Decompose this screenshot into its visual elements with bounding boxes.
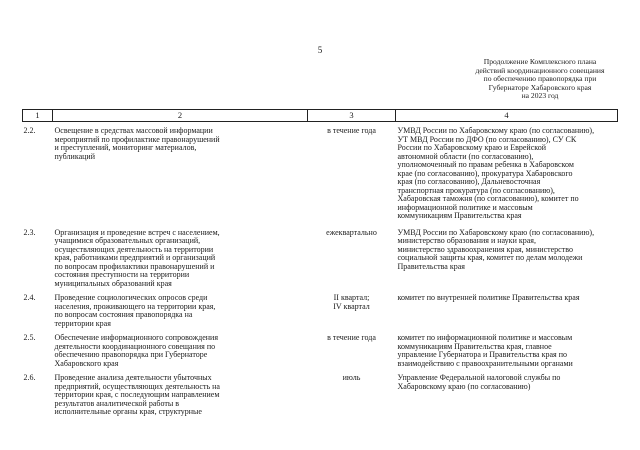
executors-line: комитет по внутренней политике Правительства края (397, 293, 580, 302)
executors-line: Хабаровскому краю (по согласованию) (397, 381, 531, 391)
period-line: в течение года (327, 333, 376, 342)
event-line: деятельности координационного совещания по (54, 341, 216, 351)
column-number: 3 (308, 110, 396, 122)
executors-line: взаимодействию с правоохранительными органами (397, 358, 573, 368)
executors-line: управление Губернатора и Правительства края по (397, 350, 567, 359)
executors-line: информационной политике и массовым (397, 202, 533, 212)
event-line: и преступлений, мониторинг материалов, (54, 143, 197, 152)
period-cell (308, 221, 396, 289)
event-line: Хабаровского края (54, 358, 119, 368)
executors-line: Правительства края (397, 261, 465, 271)
executors-line: социальной защиты края, комитет по делам молодежи (397, 253, 583, 262)
event-line: по вопросам состояния правопорядка на (54, 310, 193, 319)
page-number: 5 (317, 45, 323, 55)
header-line: на 2023 год (521, 91, 559, 101)
executors-line: транспортная прокуратура (по согласованию), (397, 185, 555, 195)
executors-line: УТ МВД России по ДФО (по согласованию), СУ СК (397, 134, 577, 144)
event-cell (53, 368, 308, 417)
executors-line: министерство образования и науки края, (397, 236, 536, 245)
event-line: населения, проживающего на территории края, (54, 301, 216, 311)
period-cell (308, 288, 396, 328)
executors-line: УМВД России по Хабаровскому краю (по согласованию), (397, 227, 595, 237)
event-line: по вопросам профилактики правонарушений и (54, 261, 215, 271)
event-line: Проведение социологических опросов среди (54, 293, 208, 302)
plan-row (23, 368, 618, 417)
executors-cell (396, 288, 618, 328)
plan-table (22, 109, 618, 417)
period-cell (308, 368, 396, 417)
event-line: муниципальных образований края (54, 278, 172, 288)
event-line: Проведение анализа деятельности убыточных (54, 373, 212, 382)
event-line: состояния преступности на территории (54, 270, 190, 279)
executors-cell (396, 328, 618, 368)
executors-line: России по Хабаровскому краю и Еврейской (397, 143, 547, 152)
plan-row (23, 328, 618, 368)
plan-row (23, 122, 618, 221)
event-line: учащимися образовательных организаций, (54, 236, 201, 245)
header-line: Продолжение Комплексного плана (483, 57, 597, 66)
column-number: 2 (53, 110, 308, 122)
executors-line: края (по согласованию), Дальневосточная (397, 177, 541, 186)
event-line: края, работниками предприятий и организаций (54, 253, 216, 262)
period-line: ежеквартально (326, 227, 377, 237)
executors-line: автономной области (по согласованию), (397, 151, 534, 161)
period-cell (308, 122, 396, 221)
executors-line: коммуникациям Правительства края, главное (397, 341, 552, 351)
executors-line: комитет по информационной политике и массовым (397, 333, 573, 342)
event-line: осуществляющих деятельность на территории (54, 244, 214, 254)
continuation-header (455, 58, 625, 101)
item-number: 2.2. (23, 126, 36, 135)
period-line: в течение года (327, 126, 376, 135)
event-cell (53, 328, 308, 368)
event-line: Организация и проведение встреч с населением, (54, 227, 220, 237)
executors-cell (396, 221, 618, 289)
event-line: исполнительные органы края, структурные (54, 407, 202, 416)
header-line: по обеспечению правопорядка при (483, 74, 597, 84)
item-number: 2.5. (23, 333, 36, 342)
executors-line: УМВД России по Хабаровскому краю (по согласованию), (397, 126, 595, 135)
period-line: IV квартал (333, 301, 370, 311)
event-line: публикаций (54, 151, 95, 161)
event-line: Освещение в средствах массовой информации (54, 126, 213, 135)
event-line: территории края (54, 318, 111, 328)
item-number: 2.3. (23, 227, 36, 237)
plan-row (23, 288, 618, 328)
executors-line: крае (по согласованию), прокуратура Хабаровского (397, 168, 573, 178)
plan-row (23, 221, 618, 289)
executors-line: Управление Федеральной налоговой службы по (397, 373, 561, 382)
column-number-row (23, 110, 618, 122)
event-line: обеспечению правопорядка при Губернаторе (54, 350, 208, 359)
header-line: действий координационного совещания (475, 65, 605, 75)
period-line: июль (342, 373, 361, 382)
item-number: 2.4. (23, 293, 36, 302)
event-line: территории края, с последующим направлением (54, 390, 220, 399)
column-number: 1 (23, 110, 53, 122)
executors-cell (396, 122, 618, 221)
executors-line: коммуникациям Правительства края (397, 211, 522, 220)
executors-line: Хабаровская таможня (по согласованию), комитет по (397, 194, 579, 203)
event-line: предприятий, осуществляющих деятельность на (54, 381, 220, 391)
period-line: II квартал; (333, 293, 370, 302)
event-line: Обеспечение информационного сопровождения (54, 333, 218, 342)
event-cell (53, 221, 308, 289)
executors-line: министерство здравоохранения края, министерство (397, 244, 573, 254)
header-line: Губернаторе Хабаровского края (488, 82, 592, 92)
event-line: результатов аналитической работы в (54, 398, 179, 408)
event-cell (53, 288, 308, 328)
event-line: мероприятий по профилактике правонарушений (54, 134, 220, 144)
event-cell (53, 122, 308, 221)
item-number: 2.6. (23, 373, 36, 382)
executors-line: уполномоченный по правам ребенка в Хабаровском (397, 160, 574, 169)
period-cell (308, 328, 396, 368)
column-number: 4 (396, 110, 618, 122)
executors-cell (396, 368, 618, 417)
